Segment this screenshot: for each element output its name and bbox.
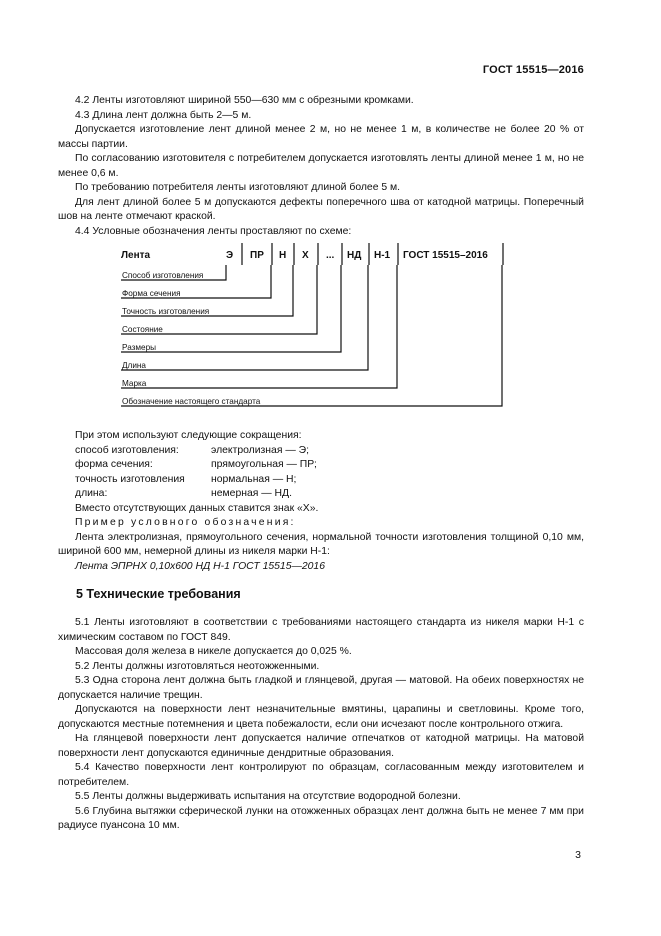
paragraph: Допускаются на поверхности лент незначительные вмятины, царапины и светловины. Кроме того, допускаются местные потемнения и цвета побежалости, если они исчезают после контрольного отжига. (58, 704, 584, 730)
paragraph: 5.3 Одна сторона лент должна быть гладкой и глянцевой, другая — матовой. На обеих поверхностях не допускается наличие трещин. (58, 675, 584, 701)
paragraph: 5.6 Глубина вытяжки сферической лунки на отожженных образцах лент должна быть не менее 7 мм при радиусе пуансона 10 мм. (58, 805, 584, 831)
paragraph: 5.2 Ленты должны изготовляться неотожженными. (75, 660, 320, 672)
page-number: 3 (575, 849, 581, 861)
abbrev-value: прямоугольная — ПР; (211, 459, 317, 470)
paragraph: Для лент длиной более 5 м допускаются дефекты поперечного шва от катодной матрицы. Поперечный шов на ленте отмечают краской. (58, 196, 584, 222)
abbrev-key: точность изготовления (75, 473, 185, 485)
paragraph: По требованию потребителя ленты изготовляют длиной более 5 м. (75, 182, 401, 193)
scheme-cell: ... (326, 250, 335, 261)
scheme-label: Точность изготовления (122, 307, 210, 316)
paragraph: 4.3 Длина лент должна быть 2—5 м. (75, 109, 252, 121)
example-designation: Лента ЭПРНХ 0,10х600 НД Н-1 ГОСТ 15515—2016 (75, 560, 325, 572)
scheme-label: Длина (122, 361, 146, 370)
paragraph: Допускается изготовление лент длиной менее 2 м, но не менее 1 м, в количестве не более 20 % от массы партии. (58, 124, 584, 150)
paragraph: Вместо отсутствующих данных ставится знак «Х». (75, 502, 319, 514)
scheme-cell: ГОСТ 15515–2016 (403, 250, 488, 261)
paragraph: Массовая доля железа в никеле допускается до 0,025 %. (75, 646, 352, 657)
abbrev-row (58, 458, 584, 473)
section-5-text (58, 616, 584, 834)
paragraph: На глянцевой поверхности лент допускается наличие отпечатков от катодной матрицы. На матовой поверхности лент допускаются единичные дендритные образования. (58, 733, 584, 759)
scheme-cell: ПР (250, 250, 264, 261)
example-label: Пример условного обозначения: (75, 517, 296, 528)
paragraph: 5.1 Ленты изготовляют в соответствии с требованиями настоящего стандарта из никеля марки Н-1 с химическим составом по ГОСТ 849. (58, 617, 584, 643)
document-code: ГОСТ 15515—2016 (482, 64, 584, 76)
abbrev-row (58, 473, 584, 488)
scheme-label: Размеры (122, 343, 157, 352)
abbreviations (58, 429, 584, 574)
scheme-cell: Х (302, 250, 309, 261)
paragraph: При этом используют следующие сокращения: (75, 430, 302, 441)
scheme-cell: Э (226, 250, 234, 261)
example-text: Лента электролизная, прямоугольного сечения, нормальной точности изготовления толщиной 0,10 мм, шириной 600 мм, немерной длины из никеля марки Н-1: (58, 531, 584, 557)
scheme-label: Способ изготовления (122, 271, 204, 280)
paragraph: 5.5 Ленты должны выдерживать испытания на отсутствие водородной болезни. (75, 791, 461, 802)
paragraph: 4.2 Ленты изготовляют шириной 550—630 мм с обрезными кромками. (75, 95, 414, 106)
scheme-label: Обозначение настоящего стандарта (122, 397, 261, 406)
scheme-label: Форма сечения (122, 289, 181, 298)
abbrev-value: нормальная — Н; (211, 473, 297, 485)
scheme-label: Марка (122, 379, 147, 388)
scheme-label: Состояние (122, 325, 163, 334)
paragraph: 5.4 Качество поверхности лент контролируют по образцам, согласованным между изготовителем и потребителем. (58, 762, 584, 788)
abbrev-row (58, 487, 584, 502)
scheme-cell: НД (347, 250, 362, 261)
abbrev-row (58, 444, 584, 459)
abbrev-value: немерная — НД. (211, 488, 292, 499)
scheme-cell: Н (279, 250, 287, 261)
section-title: 5 Технические требования (76, 587, 241, 601)
abbrev-key: способ изготовления: (75, 444, 179, 456)
abbrev-value: электролизная — Э; (211, 444, 309, 456)
scheme-first-cell: Лента (121, 250, 151, 261)
paragraph: 4.4 Условные обозначения ленты проставляют по схеме: (75, 225, 352, 237)
abbrev-key: длина: (75, 488, 108, 499)
paragraph: По согласованию изготовителя с потребителем допускается изготовлять ленты длиной менее 1 м, но не менее 0,6 м. (58, 153, 584, 179)
scheme-cell: Н-1 (374, 250, 391, 261)
abbrev-key: форма сечения: (75, 459, 153, 470)
